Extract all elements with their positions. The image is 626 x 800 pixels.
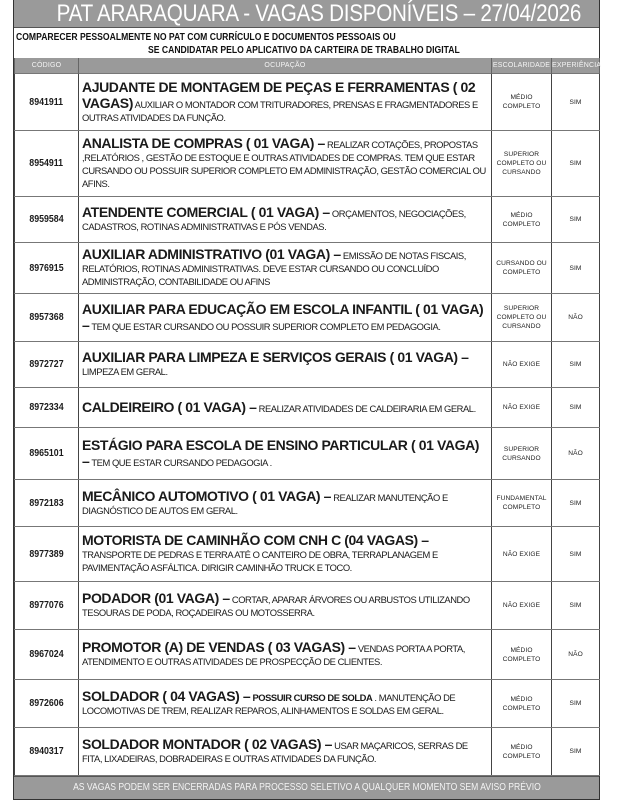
job-code-cell <box>15 294 79 342</box>
experience-cell: SIM <box>552 388 600 428</box>
table-row <box>15 197 600 243</box>
occupation-cell <box>79 428 492 480</box>
experience-cell: SIM <box>552 243 600 294</box>
occupation-description: AUXILIAR O MONTADOR COM TRITURADORES, PRENSAS E FRAGMENTADORES E OUTRAS ATIVIDADES DA FUNÇÃO. <box>82 98 478 123</box>
occupation-title: SOLDADOR MONTADOR ( 02 VAGAS) – <box>82 736 332 752</box>
education-cell: SUPERIOR COMPLETO OU CURSANDO <box>492 131 552 197</box>
job-code-cell <box>15 74 79 131</box>
experience-cell: SIM <box>552 480 600 527</box>
table-row <box>15 582 600 630</box>
education-cell: NÃO EXIGE <box>492 388 552 428</box>
occupation-description: REALIZAR MANUTENÇÃO E DIAGNÓSTICO DE AUTOS EM GERAL. <box>82 491 448 516</box>
experience-cell: NÃO <box>552 630 600 680</box>
occupation-description: USAR MAÇARICOS, SERRAS DE FITA, LIXADEIRAS, DOBRADEIRAS E OUTRAS ATIVIDADES DA FUNÇÃO. <box>82 740 468 764</box>
table-row <box>15 630 600 680</box>
education-cell: NÃO EXIGE <box>492 527 552 582</box>
education-cell: MÉDIO COMPLETO <box>492 197 552 243</box>
job-code: 8977389 <box>29 548 64 560</box>
job-code: 8959584 <box>29 214 64 225</box>
occupation-title: ESTÁGIO PARA ESCOLA DE ENSINO PARTICULAR ( 01 VAGA) – <box>82 436 480 469</box>
occupation-description: LIMPEZA EM GERAL. <box>82 366 168 377</box>
table-header-row <box>15 58 600 74</box>
job-code-cell <box>15 342 79 388</box>
job-code-cell <box>15 728 79 776</box>
occupation-cell <box>79 728 492 776</box>
experience-cell: SIM <box>552 342 600 388</box>
job-code: 8972334 <box>29 402 64 413</box>
notice-line-2: SE CANDIDATAR PELO APLICATIVO DA CARTEIRA DE TRABALHO DIGITAL <box>148 44 460 56</box>
occupation-title: ATENDENTE COMERCIAL ( 01 VAGA) – <box>82 204 330 220</box>
occupation-description: ORÇAMENTOS, NEGOCIAÇÕES, CADASTROS, ROTINAS ADMINISTRATIVAS E PÓS VENDAS. <box>82 208 466 232</box>
occupation-cell <box>79 74 492 131</box>
experience-cell: SIM <box>552 680 600 728</box>
experience-cell: NÃO <box>552 428 600 480</box>
column-header-experience: EXPERIÊNCIA <box>552 58 600 74</box>
occupation-cell <box>79 131 492 197</box>
occupation-cell <box>79 342 492 388</box>
education-cell: MÉDIO COMPLETO <box>492 74 552 131</box>
occupation-title: PODADOR (01 VAGA) – <box>82 590 230 606</box>
column-header-occupation: OCUPAÇÃO <box>79 58 492 74</box>
occupation-title: AJUDANTE DE MONTAGEM DE PEÇAS E FERRAMENTAS ( 02 VAGAS) <box>82 78 476 111</box>
occupation-description: TRANSPORTE DE PEDRAS E TERRA ATÉ O CANTEIRO DE OBRA, TERRAPLANAGEM E PAVIMENTAÇÃO ASFÁLTICA. DIRIGIR CAMINHÃO TRUCK E TOCO. <box>82 549 438 573</box>
occupation-cell <box>79 582 492 630</box>
occupation-title: CALDEIREIRO ( 01 VAGA) – <box>82 398 257 415</box>
job-code-cell <box>15 630 79 680</box>
occupation-cell <box>79 197 492 243</box>
occupation-title: AUXILIAR PARA LIMPEZA E SERVIÇOS GERAIS ( 01 VAGA) – <box>82 349 469 365</box>
occupation-title: MECÂNICO AUTOMOTIVO ( 01 VAGA) – <box>82 487 332 504</box>
occupation-title: PROMOTOR (A) DE VENDAS ( 03 VAGAS) – <box>82 639 356 655</box>
experience-cell: SIM <box>552 582 600 630</box>
job-code: 8965101 <box>29 448 64 459</box>
experience-cell: SIM <box>552 728 600 776</box>
education-cell: CURSANDO OU COMPLETO <box>492 243 552 294</box>
occupation-title: AUXILIAR PARA EDUCAÇÃO EM ESCOLA INFANTIL ( 01 VAGA) – <box>82 300 484 333</box>
experience-cell: NÃO <box>552 294 600 342</box>
job-code: 8954911 <box>29 158 64 169</box>
job-code-cell <box>15 527 79 582</box>
table-row <box>15 480 600 527</box>
table-row <box>15 131 600 197</box>
table-row <box>15 342 600 388</box>
table-row <box>15 728 600 776</box>
occupation-title: ANALISTA DE COMPRAS ( 01 VAGA) – <box>82 135 325 151</box>
job-code: 8972183 <box>29 497 64 509</box>
page-title-text: PAT ARARAQUARA - VAGAS DISPONÍVEIS – 27/04/2026 <box>56 0 582 27</box>
job-code-cell <box>15 197 79 243</box>
job-code-cell <box>15 680 79 728</box>
table-row <box>15 680 600 728</box>
occupation-title: AUXILIAR ADMINISTRATIVO (01 VAGA) – <box>82 246 341 262</box>
occupation-title: MOTORISTA DE CAMINHÃO COM CNH C (04 VAGAS) – <box>82 532 429 548</box>
experience-cell: SIM <box>552 527 600 582</box>
occupation-cell <box>79 630 492 680</box>
job-code: 8957368 <box>29 312 64 323</box>
occupation-description: REALIZAR ATIVIDADES DE CALDEIRARIA EM GERAL. <box>256 402 476 414</box>
table-row <box>15 388 600 428</box>
table-row <box>15 527 600 582</box>
table-row <box>15 74 600 131</box>
job-code-cell <box>15 428 79 480</box>
occupation-cell <box>79 680 492 728</box>
education-cell: SUPERIOR COMPLETO OU CURSANDO <box>492 294 552 342</box>
occupation-cell <box>79 480 492 527</box>
occupation-description-rest: . MANUTENÇÃO DE LOCOMOTIVAS DE TREM, REALIZAR REPAROS, ALINHAMENTOS E SOLDAS EM GERAL. <box>82 692 456 716</box>
job-code: 8976915 <box>29 262 64 274</box>
job-code-cell <box>15 480 79 527</box>
occupation-title: SOLDADOR ( 04 VAGAS) – <box>82 688 251 704</box>
education-cell: NÃO EXIGE <box>492 582 552 630</box>
occupation-cell <box>79 527 492 582</box>
job-code-cell <box>15 131 79 197</box>
education-cell: SUPERIOR CURSANDO <box>492 428 552 480</box>
job-code: 8967024 <box>29 649 64 660</box>
occupation-description: VENDAS PORTA A PORTA, ATENDIMENTO E OUTRAS ATIVIDADES DE PROSPECÇÃO DE CLIENTES. <box>82 643 465 667</box>
job-code: 8972727 <box>29 359 64 370</box>
job-code: 8972606 <box>29 698 64 709</box>
occupation-description: REALIZAR COTAÇÕES, PROPOSTAS ,RELATÓRIOS , GESTÃO DE ESTOQUE E OUTRAS ATIVIDADES DE COMPRAS. TEM QUE ESTAR CURSANDO OU POSSUIR SUPERIOR COMPLETO EM ADMINISTRAÇÃO, GESTÃO COMERCIAL OU AFINS. <box>82 139 486 189</box>
job-code-cell <box>15 582 79 630</box>
table-row <box>15 428 600 480</box>
education-cell: MÉDIO COMPLETO <box>492 630 552 680</box>
occupation-description: EMISSÃO DE NOTAS FISCAIS, RELATÓRIOS, ROTINAS ADMINISTRATIVAS. DEVE ESTAR CURSANDO OU CONCLUÍDO ADMINISTRAÇÃO, CONTABILIDADE OU AFINS <box>82 250 466 287</box>
occupation-cell <box>79 294 492 342</box>
column-header-education: ESCOLARIDADE <box>492 58 552 74</box>
footer-text: AS VAGAS PODEM SER ENCERRADAS PARA PROCESSO SELETIVO A QUALQUER MOMENTO SEM AVISO PRÉVIO <box>72 782 541 793</box>
education-cell: MÉDIO COMPLETO <box>492 728 552 776</box>
footer-disclaimer <box>14 776 599 799</box>
occupation-description: TEM QUE ESTAR CURSANDO OU POSSUIR SUPERIOR COMPLETO EM PEDAGOGIA. <box>89 320 441 332</box>
column-header-code: CÓDIGO <box>15 58 79 74</box>
vacancies-table <box>14 58 600 776</box>
job-code: 8977076 <box>29 600 64 611</box>
education-cell: NÃO EXIGE <box>492 342 552 388</box>
page-title <box>14 0 599 28</box>
table-row <box>15 243 600 294</box>
job-code-cell <box>15 388 79 428</box>
job-listing-sheet <box>13 0 600 800</box>
occupation-description: TEM QUE ESTAR CURSANDO PEDAGOGIA . <box>89 456 272 468</box>
notice-line-1: COMPARECER PESSOALMENTE NO PAT COM CURRÍCULO E DOCUMENTOS PESSOAIS OU <box>16 31 396 43</box>
experience-cell: SIM <box>552 74 600 131</box>
education-cell: MÉDIO COMPLETO <box>492 680 552 728</box>
occupation-description: CORTAR, APARAR ÁRVORES OU ARBUSTOS UTILIZANDO TESOURAS DE PODA, ROÇADEIRAS OU MOTOSSERRA. <box>82 594 470 618</box>
job-code-cell <box>15 243 79 294</box>
table-row <box>15 294 600 342</box>
occupation-cell <box>79 243 492 294</box>
occupation-cell <box>79 388 492 428</box>
experience-cell: SIM <box>552 197 600 243</box>
education-cell: FUNDAMENTAL COMPLETO <box>492 480 552 527</box>
application-notice <box>14 28 599 58</box>
job-code: 8941911 <box>29 96 64 108</box>
job-code: 8940317 <box>29 746 64 757</box>
occupation-requirement: POSSUIR CURSO DE SOLDA <box>250 692 373 703</box>
experience-cell: SIM <box>552 131 600 197</box>
